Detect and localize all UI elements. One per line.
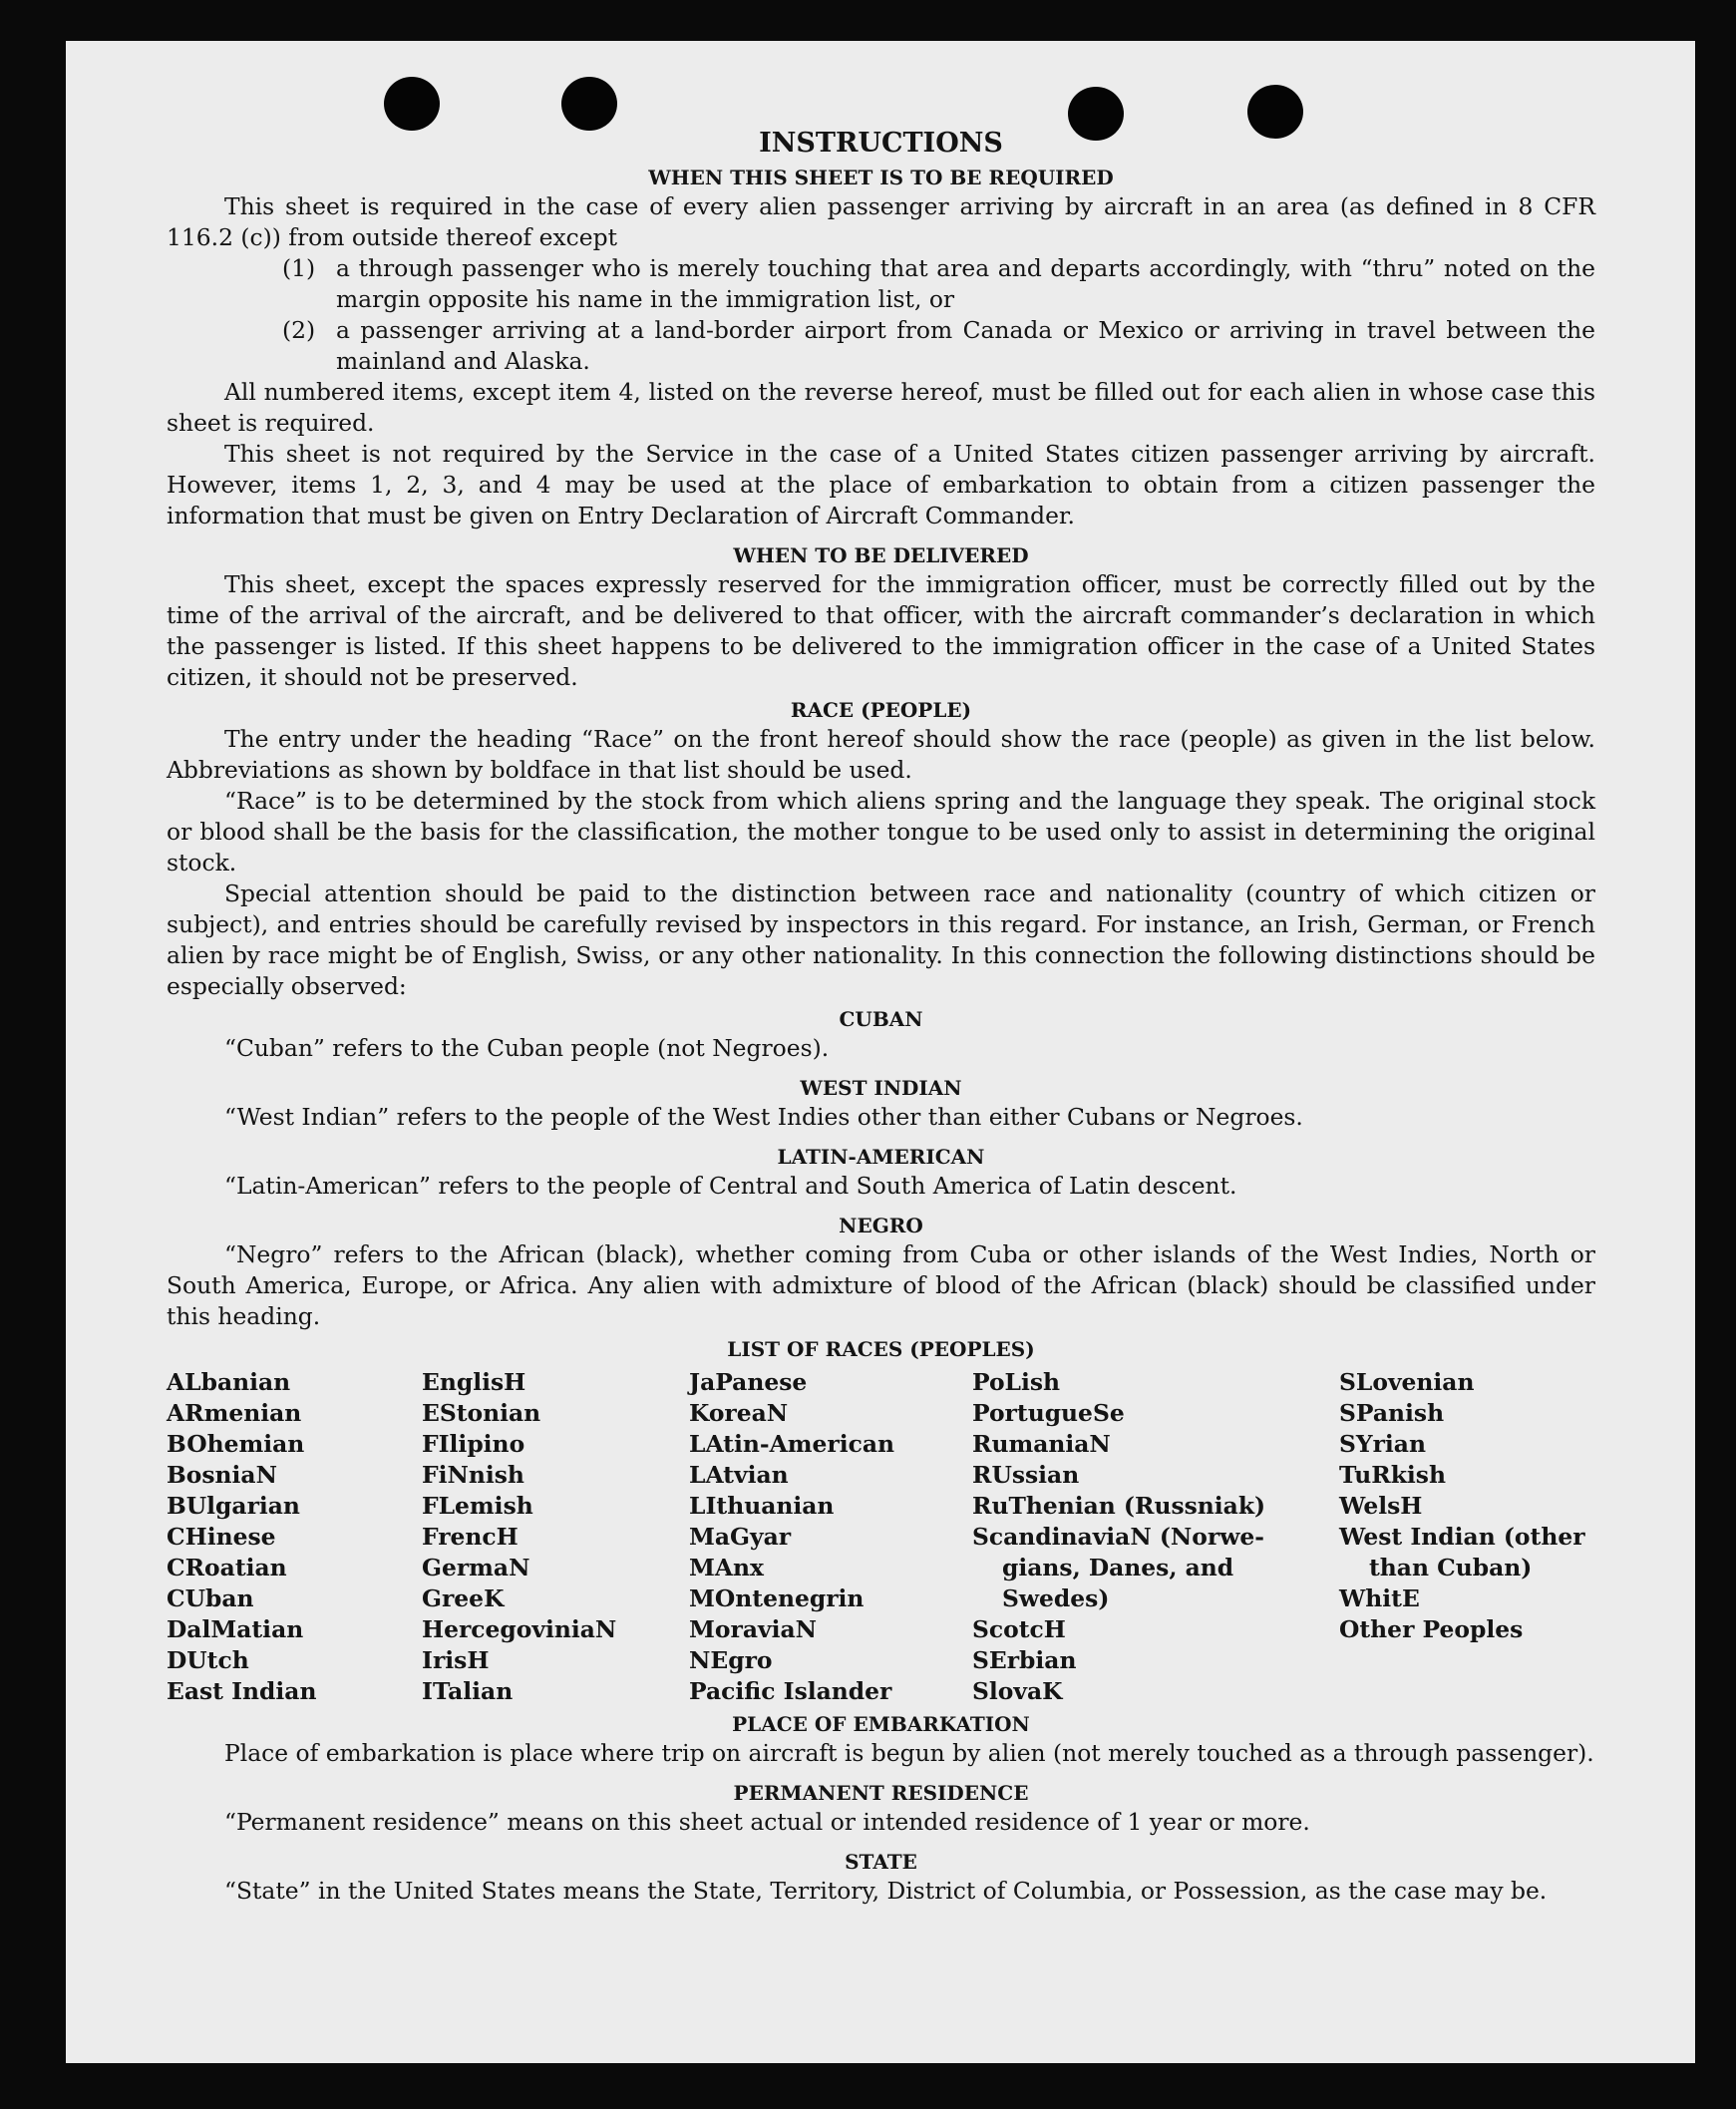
race-entry: ScotcH	[972, 1615, 1066, 1643]
definition-text: “Cuban” refers to the Cuban people (not Negroes).	[224, 1034, 830, 1062]
race-entry: than Cuban)	[1369, 1554, 1533, 1582]
race-entry: SLovenian	[1339, 1368, 1475, 1396]
heading-west-indian: WEST INDIAN	[800, 1076, 962, 1100]
race-entry: BosniaN	[167, 1461, 277, 1489]
definition-text: “Latin-American” refers to the people of Central and South America of Latin descent.	[224, 1172, 1237, 1200]
paragraph: This sheet, except the spaces expressly reserved for the immigration officer, must be correctly filled out by the time of the arrival of the aircraft, and be delivered to that officer, with the aircraft commander’s declaration in which the passenger is listed. If this sheet happens to be delivered to the immigration officer in the case of a United States citizen, it should not be preserved.	[167, 570, 1595, 691]
heading-state: STATE	[845, 1850, 917, 1874]
race-entry: CRoatian	[167, 1554, 287, 1582]
list-item	[282, 253, 1595, 315]
instructions-body	[167, 127, 1595, 1907]
document-sheet	[66, 41, 1695, 2063]
heading-race: RACE (PEOPLE)	[790, 698, 972, 722]
race-entry: ITalian	[422, 1677, 514, 1705]
race-entry: West Indian (other	[1339, 1523, 1585, 1551]
race-entry: LIthuanian	[689, 1492, 835, 1520]
race-entry: FIlipino	[422, 1430, 525, 1458]
race-entry: CHinese	[167, 1523, 276, 1551]
race-entry: WelsH	[1339, 1492, 1423, 1520]
list-item	[282, 315, 1595, 377]
race-entry: PoLish	[972, 1368, 1061, 1396]
race-entry: LAtvian	[689, 1461, 789, 1489]
race-entry: HercegoviniaN	[422, 1615, 617, 1643]
race-entry: ALbanian	[167, 1368, 291, 1396]
race-entry: SPanish	[1339, 1399, 1445, 1427]
race-entry: TuRkish	[1339, 1461, 1446, 1489]
race-entry: ScandinaviaN (Norwe-	[972, 1523, 1264, 1551]
race-entry: gians, Danes, and	[1002, 1554, 1234, 1582]
race-entry: BUlgarian	[167, 1492, 300, 1520]
heading-place-of-embarkation: PLACE OF EMBARKATION	[732, 1712, 1030, 1736]
paragraph: Place of embarkation is place where trip on aircraft is begun by alien (not merely touched as a through passenger).	[224, 1739, 1594, 1767]
race-column	[167, 1367, 422, 1707]
race-entry: ARmenian	[167, 1399, 302, 1427]
item-text: a passenger arriving at a land-border airport from Canada or Mexico or arriving in travel between the mainland and Alaska.	[336, 316, 1595, 375]
race-entry: WhitE	[1339, 1584, 1420, 1612]
race-column	[422, 1367, 689, 1707]
heading-cuban: CUBAN	[839, 1007, 923, 1031]
race-column	[972, 1367, 1339, 1707]
definition-text: “West Indian” refers to the people of the West Indies other than either Cubans or Negroes.	[224, 1103, 1303, 1131]
race-entry: Pacific Islander	[689, 1677, 892, 1705]
punch-hole	[561, 77, 617, 131]
heading-when-required: WHEN THIS SHEET IS TO BE REQUIRED	[648, 166, 1114, 189]
race-entry: KoreaN	[689, 1399, 789, 1427]
race-entry: JaPanese	[689, 1368, 808, 1396]
race-column	[689, 1367, 972, 1707]
paragraph: “Negro” refers to the African (black), whether coming from Cuba or other islands of the West Indies, North or South America, Europe, or Africa. Any alien with admixture of blood of the African (black) should be classified under this heading.	[167, 1240, 1595, 1330]
heading-negro: NEGRO	[839, 1214, 923, 1237]
race-entry: GermaN	[422, 1554, 530, 1582]
race-entry: DalMatian	[167, 1615, 304, 1643]
race-entry: IrisH	[422, 1646, 490, 1674]
race-entry: SlovaK	[972, 1677, 1063, 1705]
race-list	[167, 1367, 1595, 1707]
race-entry: NEgro	[689, 1646, 773, 1674]
heading-permanent-residence: PERMANENT RESIDENCE	[733, 1781, 1029, 1805]
race-entry: RumaniaN	[972, 1430, 1111, 1458]
race-entry: Swedes)	[1002, 1584, 1110, 1612]
paragraph: Special attention should be paid to the distinction between race and nationality (country of which citizen or subject), and entries should be carefully revised by inspectors in this regard. For instance, an Irish, German, or French alien by race might be of English, Swiss, or any other nationality. In this connection the following distinctions should be especially observed:	[167, 879, 1595, 1000]
race-entry: FrencH	[422, 1523, 519, 1551]
race-entry: MAnx	[689, 1554, 764, 1582]
page-title: INSTRUCTIONS	[759, 128, 1003, 159]
race-entry: LAtin-American	[689, 1430, 894, 1458]
paragraph: This sheet is required in the case of every alien passenger arriving by aircraft in an area (as defined in 8 CFR 116.2 (c)) from outside thereof except	[167, 192, 1595, 251]
race-entry: MaGyar	[689, 1523, 792, 1551]
punch-hole	[384, 77, 440, 131]
race-entry: MOntenegrin	[689, 1584, 865, 1612]
heading-latin-american: LATIN-AMERICAN	[777, 1145, 985, 1169]
race-entry: FiNnish	[422, 1461, 524, 1489]
paragraph: This sheet is not required by the Service in the case of a United States citizen passenger arriving by aircraft. However, items 1, 2, 3, and 4 may be used at the place of embarkation to obtain from a citizen passenger the information that must be given on Entry Declaration of Aircraft Commander.	[167, 440, 1595, 529]
race-entry: SErbian	[972, 1646, 1077, 1674]
item-number: (2)	[282, 316, 316, 344]
race-entry: EnglisH	[422, 1368, 526, 1396]
race-entry: MoraviaN	[689, 1615, 817, 1643]
paragraph: “Race” is to be determined by the stock from which aliens spring and the language they speak. The original stock or blood shall be the basis for the classification, the mother tongue to be used only to assist in determining the original stock.	[167, 787, 1595, 877]
race-column	[1339, 1367, 1595, 1707]
race-entry: East Indian	[167, 1677, 317, 1705]
paragraph: “State” in the United States means the State, Territory, District of Columbia, or Possession, as the case may be.	[224, 1877, 1548, 1905]
race-entry: Other Peoples	[1339, 1615, 1524, 1643]
race-entry: DUtch	[167, 1646, 249, 1674]
heading-when-delivered: WHEN TO BE DELIVERED	[733, 543, 1029, 567]
item-number: (1)	[282, 254, 316, 282]
race-entry: CUban	[167, 1584, 254, 1612]
race-entry: FLemish	[422, 1492, 533, 1520]
item-text: a through passenger who is merely touching that area and departs accordingly, with “thru” noted on the margin opposite his name in the immigration list, or	[336, 254, 1595, 313]
paragraph: All numbered items, except item 4, listed on the reverse hereof, must be filled out for each alien in whose case this sheet is required.	[167, 378, 1595, 437]
paragraph: The entry under the heading “Race” on the front hereof should show the race (people) as given in the list below. Abbreviations as shown by boldface in that list should be used.	[167, 725, 1595, 784]
race-entry: RuThenian (Russniak)	[972, 1492, 1266, 1520]
race-entry: SYrian	[1339, 1430, 1426, 1458]
race-entry: PortugueSe	[972, 1399, 1125, 1427]
definition-text: “Permanent residence” means on this sheet actual or intended residence of 1 year or more.	[224, 1808, 1310, 1836]
race-entry: RUssian	[972, 1461, 1080, 1489]
race-entry: BOhemian	[167, 1430, 305, 1458]
heading-list-of-races: LIST OF RACES (PEOPLES)	[727, 1337, 1035, 1361]
race-entry: GreeK	[422, 1584, 505, 1612]
race-entry: EStonian	[422, 1399, 541, 1427]
